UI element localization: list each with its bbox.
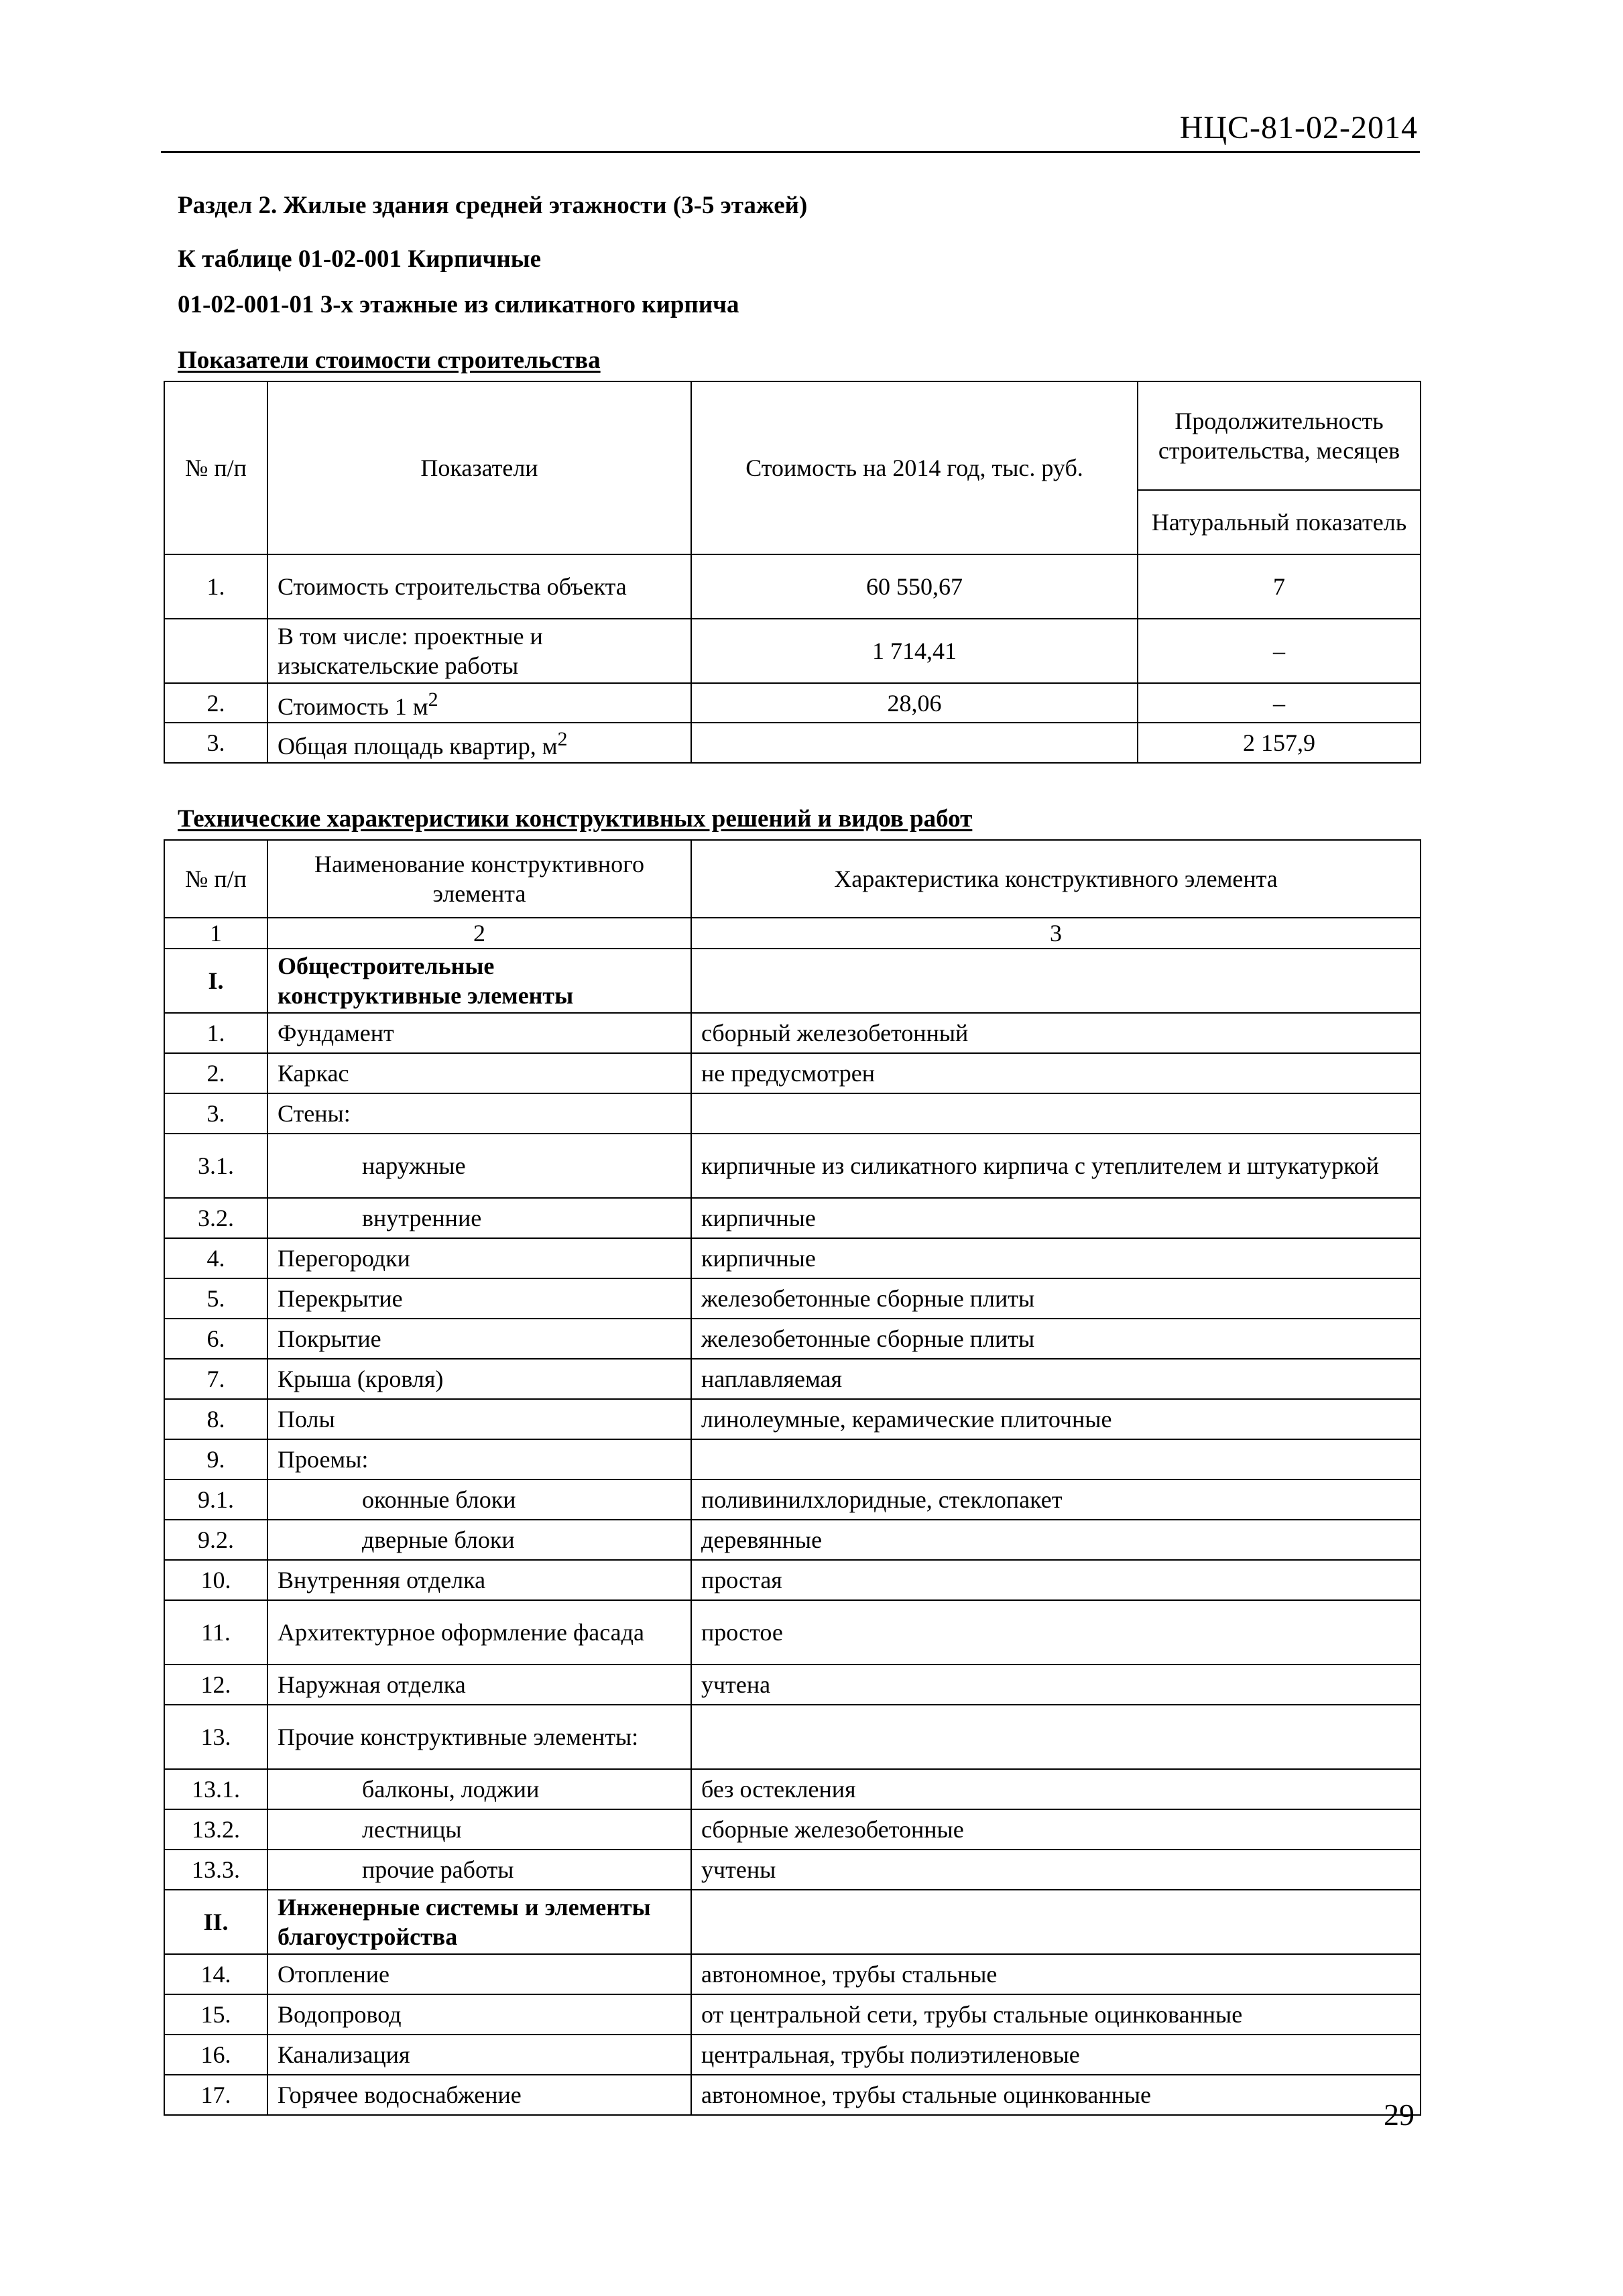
row-element: Полы [267, 1399, 691, 1439]
header-cost: Стоимость на 2014 год, тыс. руб. [691, 381, 1138, 554]
row-number: 2. [164, 1053, 267, 1093]
row-characteristic [691, 1705, 1421, 1769]
row-number: 13.3. [164, 1850, 267, 1890]
header-number: № п/п [164, 840, 267, 918]
row-number: 9.2. [164, 1520, 267, 1560]
row-characteristic: линолеумные, керамические плиточные [691, 1399, 1421, 1439]
row-characteristic: сборный железобетонный [691, 1013, 1421, 1053]
header-indicators: Показатели [267, 381, 691, 554]
table-row [164, 1850, 1421, 1890]
row-characteristic: от центральной сети, трубы стальные оцинкованные [691, 1994, 1421, 2035]
row-characteristic [691, 1890, 1421, 1954]
row-number: 11. [164, 1600, 267, 1665]
row-element: Перекрытие [267, 1278, 691, 1319]
table-row [164, 1954, 1421, 1994]
row-characteristic: учтены [691, 1850, 1421, 1890]
table-row [164, 1134, 1421, 1198]
row-indicator: В том числе: проектные и изыскательские работы [267, 619, 691, 683]
table-row [164, 2035, 1421, 2075]
row-number: 3.2. [164, 1198, 267, 1238]
table-row [164, 1890, 1421, 1954]
row-number: 6. [164, 1319, 267, 1359]
row-characteristic: не предусмотрен [691, 1053, 1421, 1093]
row-number: 12. [164, 1665, 267, 1705]
row-element: Внутренняя отделка [267, 1560, 691, 1600]
header-element-name: Наименование конструктивного элемента [267, 840, 691, 918]
row-element: внутренние [267, 1198, 691, 1238]
cost-table-caption: Показатели стоимости строительства [178, 347, 601, 374]
row-number: 1. [164, 1013, 267, 1053]
cost-indicators-table [164, 381, 1421, 764]
row-element: Инженерные системы и элементы благоустройства [267, 1890, 691, 1954]
row-number: 13.1. [164, 1769, 267, 1809]
row-characteristic: сборные железобетонные [691, 1809, 1421, 1850]
row-element: Горячее водоснабжение [267, 2075, 691, 2115]
row-characteristic: кирпичные [691, 1198, 1421, 1238]
row-characteristic: простое [691, 1600, 1421, 1665]
row-characteristic: учтена [691, 1665, 1421, 1705]
row-number: 7. [164, 1359, 267, 1399]
table-row [164, 1994, 1421, 2035]
row-indicator-text: Общая площадь квартир, м [278, 733, 558, 760]
row-element: Водопровод [267, 1994, 691, 2035]
table-row [164, 1238, 1421, 1278]
header-duration: Продолжительность строительства, месяцев [1138, 381, 1421, 490]
row-characteristic: кирпичные из силикатного кирпича с утеплителем и штукатуркой [691, 1134, 1421, 1198]
table-row [164, 1809, 1421, 1850]
table-row [164, 1198, 1421, 1238]
row-number: 13. [164, 1705, 267, 1769]
row-value: – [1138, 683, 1421, 723]
row-element: Фундамент [267, 1013, 691, 1053]
row-number: 3.1. [164, 1134, 267, 1198]
row-characteristic: автономное, трубы стальные [691, 1954, 1421, 1994]
row-indicator: Стоимость строительства объекта [267, 554, 691, 619]
row-element: дверные блоки [267, 1520, 691, 1560]
row-characteristic: деревянные [691, 1520, 1421, 1560]
table-row [164, 1520, 1421, 1560]
table-row [164, 1359, 1421, 1399]
column-number: 2 [267, 918, 691, 949]
row-number: 13.2. [164, 1809, 267, 1850]
row-characteristic [691, 1093, 1421, 1134]
row-number [164, 619, 267, 683]
row-number: 3. [164, 1093, 267, 1134]
row-characteristic: центральная, трубы полиэтиленовые [691, 2035, 1421, 2075]
row-indicator [267, 723, 691, 763]
table-row [164, 683, 1421, 723]
row-element: наружные [267, 1134, 691, 1198]
row-indicator [267, 683, 691, 723]
table-row [164, 1013, 1421, 1053]
row-number: 4. [164, 1238, 267, 1278]
superscript: 2 [557, 728, 568, 750]
row-number: 14. [164, 1954, 267, 1994]
row-number: II. [164, 1890, 267, 1954]
row-characteristic [691, 949, 1421, 1013]
column-number: 1 [164, 918, 267, 949]
row-characteristic [691, 1439, 1421, 1479]
row-number: 5. [164, 1278, 267, 1319]
row-number: 10. [164, 1560, 267, 1600]
table-row [164, 1278, 1421, 1319]
row-element: оконные блоки [267, 1479, 691, 1520]
row-cost: 1 714,41 [691, 619, 1138, 683]
row-characteristic: автономное, трубы стальные оцинкованные [691, 2075, 1421, 2115]
header-number: № п/п [164, 381, 267, 554]
table-row [164, 1665, 1421, 1705]
page-number: 29 [1384, 2098, 1415, 2132]
row-element: Прочие конструктивные элементы: [267, 1705, 691, 1769]
row-element: Крыша (кровля) [267, 1359, 691, 1399]
row-number: 17. [164, 2075, 267, 2115]
row-element: Канализация [267, 2035, 691, 2075]
row-value: 2 157,9 [1138, 723, 1421, 763]
tech-table-caption: Технические характеристики конструктивных решений и видов работ [178, 805, 973, 833]
table-row [164, 1479, 1421, 1520]
row-number: 2. [164, 683, 267, 723]
row-element: Покрытие [267, 1319, 691, 1359]
column-number: 3 [691, 918, 1421, 949]
row-element: Перегородки [267, 1238, 691, 1278]
row-number: I. [164, 949, 267, 1013]
table-row [164, 1053, 1421, 1093]
row-cost: 28,06 [691, 683, 1138, 723]
row-characteristic: кирпичные [691, 1238, 1421, 1278]
row-characteristic: простая [691, 1560, 1421, 1600]
row-characteristic: поливинилхлоридные, стеклопакет [691, 1479, 1421, 1520]
row-element: прочие работы [267, 1850, 691, 1890]
row-element: Наружная отделка [267, 1665, 691, 1705]
document-code: НЦС-81-02-2014 [1179, 110, 1418, 145]
row-number: 15. [164, 1994, 267, 2035]
row-characteristic: без остекления [691, 1769, 1421, 1809]
row-element: Общестроительные конструктивные элементы [267, 949, 691, 1013]
row-element: Отопление [267, 1954, 691, 1994]
row-element: балконы, лоджии [267, 1769, 691, 1809]
table-row [164, 554, 1421, 619]
row-element: Архитектурное оформление фасада [267, 1600, 691, 1665]
table-row [164, 619, 1421, 683]
row-element: Каркас [267, 1053, 691, 1093]
row-cost: 60 550,67 [691, 554, 1138, 619]
header-natural-indicator: Натуральный показатель [1138, 490, 1421, 554]
row-number: 9.1. [164, 1479, 267, 1520]
row-value: 7 [1138, 554, 1421, 619]
item-heading: 01-02-001-01 3-х этажные из силикатного кирпича [178, 291, 739, 318]
table-row [164, 1560, 1421, 1600]
table-reference-heading: К таблице 01-02-001 Кирпичные [178, 245, 542, 273]
table-row [164, 1319, 1421, 1359]
row-number: 16. [164, 2035, 267, 2075]
table-row [164, 1439, 1421, 1479]
table-row [164, 1093, 1421, 1134]
row-number: 8. [164, 1399, 267, 1439]
header-characteristic: Характеристика конструктивного элемента [691, 840, 1421, 918]
technical-characteristics-table [164, 839, 1421, 2116]
row-characteristic: железобетонные сборные плиты [691, 1278, 1421, 1319]
table-row [164, 2075, 1421, 2115]
section-heading: Раздел 2. Жилые здания средней этажности (3-5 этажей) [178, 192, 808, 219]
table-row [164, 1399, 1421, 1439]
table-row [164, 723, 1421, 763]
row-number: 3. [164, 723, 267, 763]
row-number: 1. [164, 554, 267, 619]
row-element: лестницы [267, 1809, 691, 1850]
row-value: – [1138, 619, 1421, 683]
table-row [164, 949, 1421, 1013]
row-number: 9. [164, 1439, 267, 1479]
row-characteristic: наплавляемая [691, 1359, 1421, 1399]
row-characteristic: железобетонные сборные плиты [691, 1319, 1421, 1359]
header-rule [161, 151, 1420, 153]
table-row [164, 1769, 1421, 1809]
row-element: Проемы: [267, 1439, 691, 1479]
row-cost [691, 723, 1138, 763]
superscript: 2 [428, 688, 438, 711]
row-indicator-text: Стоимость 1 м [278, 692, 428, 720]
row-element: Стены: [267, 1093, 691, 1134]
table-row [164, 1600, 1421, 1665]
table-row [164, 1705, 1421, 1769]
